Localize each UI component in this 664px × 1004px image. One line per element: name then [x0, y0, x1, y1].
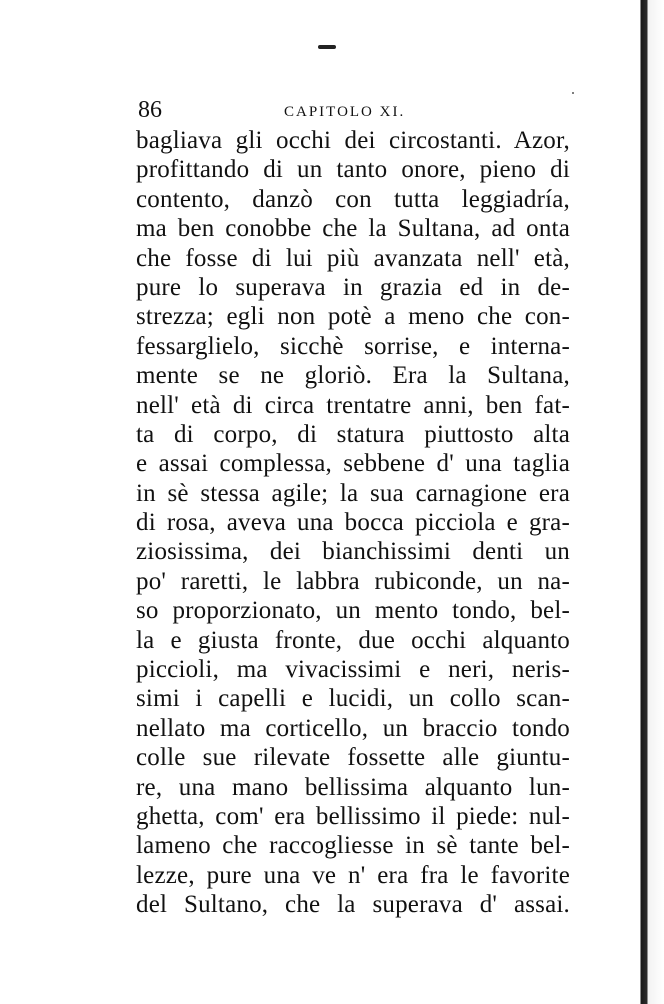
text-line: contento, danzò con tutta leggiadría,	[136, 185, 570, 213]
page-edge-shadow	[634, 0, 664, 1004]
text-line: nell' età di circa trentatre anni, ben fat-	[136, 391, 570, 419]
text-line: fessarglielo, sicchè sorrise, e interna-	[136, 332, 570, 360]
text-line: so proporzionato, un mento tondo, bel-	[136, 597, 570, 625]
book-page	[136, 96, 570, 920]
text-line: mente se ne gloriò. Era la Sultana,	[136, 362, 570, 390]
printer-mark	[318, 45, 336, 49]
text-line: bagliava gli occhi dei circostanti. Azor,	[136, 127, 570, 154]
text-line: ziosissima, dei bianchissimi denti un	[136, 538, 570, 566]
text-line: e assai complessa, sebbene d' una taglia	[136, 450, 570, 478]
text-line: po' raretti, le labbra rubiconde, un na-	[136, 567, 570, 595]
text-line: nellato ma corticello, un braccio tondo	[136, 714, 570, 742]
text-line: del Sultano, che la superava d' assai.	[136, 891, 570, 919]
running-title: CAPITOLO XI.	[284, 104, 406, 120]
text-line: lameno che raccogliesse in sè tante bel-	[136, 832, 570, 860]
text-line: ta di corpo, di statura piuttosto alta	[136, 420, 570, 448]
ink-speck	[572, 92, 574, 94]
text-line: in sè stessa agile; la sua carnagione era	[136, 479, 570, 507]
body-text	[136, 126, 570, 920]
text-line: lezze, pure una ve n' era fra le favorite	[136, 861, 570, 889]
text-line: pure lo superava in grazia ed in de-	[136, 273, 570, 301]
text-line: di rosa, aveva una bocca picciola e gra-	[136, 509, 570, 537]
text-line: piccioli, ma vivacissimi e neri, neris-	[136, 656, 570, 684]
text-line: colle sue rilevate fossette alle giuntu-	[136, 744, 570, 772]
text-line: ghetta, com' era bellissimo il piede: nul-	[136, 802, 570, 830]
text-line: che fosse di lui più avanzata nell' età,	[136, 244, 570, 272]
text-line: la e giusta fronte, due occhi alquanto	[136, 626, 570, 654]
page-number: 86	[138, 97, 162, 123]
text-line: simi i capelli e lucidi, un collo scan-	[136, 685, 570, 713]
text-line: re, una mano bellissima alquanto lun-	[136, 773, 570, 801]
page-header	[136, 96, 570, 126]
text-line: profittando di un tanto onore, pieno di	[136, 156, 570, 184]
text-line: ma ben conobbe che la Sultana, ad onta	[136, 215, 570, 243]
text-line: strezza; egli non potè a meno che con-	[136, 303, 570, 331]
